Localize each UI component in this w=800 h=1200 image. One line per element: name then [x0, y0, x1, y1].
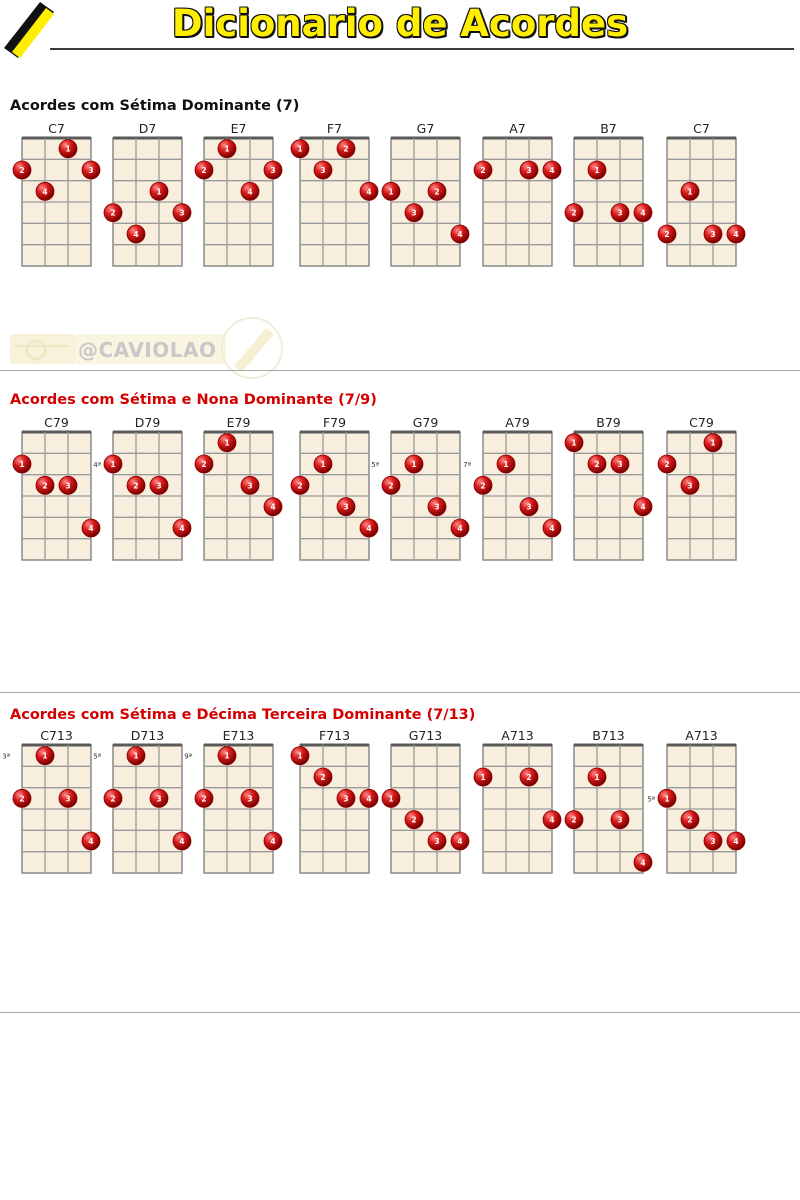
finger-dot	[520, 498, 538, 516]
finger-number: 4	[457, 837, 463, 846]
finger-dot	[314, 455, 332, 473]
chord-diagram	[382, 728, 469, 873]
finger-number: 4	[366, 794, 372, 804]
chord-diagram	[474, 121, 561, 266]
finger-number: 3	[65, 481, 71, 491]
chord-diagram	[195, 415, 282, 560]
finger-dot	[565, 434, 583, 452]
chord-diagram	[184, 728, 282, 873]
finger-number: 3	[526, 502, 532, 512]
chord-diagram	[291, 415, 378, 560]
chord-diagram	[93, 728, 191, 873]
chord-diagrams-row	[0, 727, 800, 887]
finger-number: 1	[320, 460, 326, 469]
finger-dot	[104, 204, 122, 222]
chord-diagram	[93, 415, 191, 560]
finger-dot	[382, 476, 400, 494]
chord-name: E713	[222, 728, 255, 743]
finger-number: 1	[710, 438, 716, 448]
finger-number: 3	[88, 166, 94, 175]
finger-dot	[36, 476, 54, 494]
chord-name: B713	[592, 728, 625, 743]
finger-number: 4	[88, 837, 94, 846]
finger-number: 2	[526, 773, 532, 782]
finger-dot	[611, 455, 629, 473]
chord-name: G7	[416, 121, 435, 136]
finger-number: 2	[133, 481, 139, 491]
finger-number: 3	[247, 481, 253, 491]
finger-number: 2	[42, 481, 48, 491]
finger-dot	[681, 476, 699, 494]
watermark-text: @CAVIOLAO	[78, 338, 217, 362]
finger-number: 2	[480, 481, 486, 491]
finger-number: 3	[247, 794, 253, 804]
chord-name: A79	[505, 415, 530, 430]
finger-number: 4	[247, 187, 253, 197]
finger-number: 1	[411, 460, 417, 469]
finger-dot	[195, 789, 213, 807]
chord-diagram	[647, 728, 745, 873]
finger-number: 2	[343, 144, 349, 154]
finger-dot	[704, 225, 722, 243]
finger-dot	[474, 768, 492, 786]
finger-number: 4	[88, 524, 94, 533]
finger-number: 2	[571, 815, 577, 825]
finger-dot	[150, 476, 168, 494]
chord-diagram	[658, 121, 745, 266]
finger-number: 3	[65, 794, 71, 804]
finger-number: 2	[687, 815, 693, 825]
finger-number: 1	[503, 460, 509, 469]
finger-dot	[634, 853, 652, 871]
finger-dot	[241, 789, 259, 807]
finger-dot	[314, 768, 332, 786]
finger-dot	[241, 476, 259, 494]
page-title: Dicionario de Acordes	[171, 2, 629, 45]
finger-dot	[428, 182, 446, 200]
finger-dot	[428, 498, 446, 516]
finger-dot	[127, 476, 145, 494]
finger-number: 3	[710, 837, 716, 846]
finger-dot	[218, 747, 236, 765]
finger-dot	[405, 811, 423, 829]
finger-dot	[658, 789, 676, 807]
finger-dot	[104, 455, 122, 473]
finger-number: 3	[343, 794, 349, 804]
finger-number: 3	[617, 208, 623, 218]
finger-dot	[543, 811, 561, 829]
finger-number: 2	[434, 187, 440, 197]
finger-dot	[405, 455, 423, 473]
finger-number: 2	[201, 794, 207, 804]
finger-number: 3	[617, 460, 623, 469]
finger-dot	[13, 161, 31, 179]
chord-name: F713	[318, 728, 351, 743]
chord-name: C7	[693, 121, 710, 136]
chord-diagram	[382, 121, 469, 266]
finger-number: 3	[343, 502, 349, 512]
finger-dot	[195, 455, 213, 473]
finger-number: 2	[297, 481, 303, 491]
finger-number: 3	[156, 481, 162, 491]
finger-dot	[241, 182, 259, 200]
finger-dot	[314, 161, 332, 179]
finger-number: 2	[664, 230, 670, 239]
finger-number: 4	[640, 858, 646, 868]
section-title: Acordes com Sétima e Nona Dominante (7/9)	[10, 392, 377, 408]
finger-dot	[588, 768, 606, 786]
finger-dot	[13, 455, 31, 473]
finger-dot	[173, 832, 191, 850]
page-header	[0, 0, 800, 54]
finger-number: 4	[366, 187, 372, 197]
fret-position-marker: 7ª	[463, 461, 471, 469]
finger-number: 1	[594, 773, 600, 782]
finger-dot	[173, 519, 191, 537]
finger-number: 2	[201, 460, 207, 469]
chord-diagram	[658, 415, 736, 560]
finger-dot	[195, 161, 213, 179]
finger-number: 1	[224, 751, 230, 761]
chord-name: D79	[134, 415, 161, 430]
finger-number: 2	[19, 794, 25, 804]
finger-dot	[727, 225, 745, 243]
section-title: Acordes com Sétima e Décima Terceira Dominante (7/13)	[10, 707, 476, 723]
finger-dot	[127, 225, 145, 243]
finger-dot	[474, 161, 492, 179]
finger-number: 3	[179, 208, 185, 218]
finger-dot	[611, 204, 629, 222]
chord-diagrams-row	[0, 414, 800, 574]
finger-dot	[59, 789, 77, 807]
finger-dot	[543, 519, 561, 537]
chord-name: A713	[501, 728, 534, 743]
finger-number: 2	[480, 166, 486, 175]
finger-number: 4	[179, 837, 185, 846]
finger-dot	[337, 789, 355, 807]
chord-diagram	[565, 415, 652, 560]
section-divider	[0, 370, 800, 371]
chord-name: C713	[40, 728, 73, 743]
finger-number: 2	[411, 815, 417, 825]
chord-name: B7	[600, 121, 617, 136]
finger-number: 2	[201, 166, 207, 175]
chord-name: A713	[685, 728, 718, 743]
fret-position-marker: 9ª	[184, 752, 192, 761]
chord-diagram	[371, 415, 469, 560]
finger-dot	[704, 832, 722, 850]
finger-number: 1	[480, 773, 486, 782]
finger-number: 2	[594, 460, 600, 469]
finger-dot	[520, 768, 538, 786]
finger-number: 2	[664, 460, 670, 469]
chord-name: B79	[596, 415, 621, 430]
finger-dot	[451, 832, 469, 850]
finger-number: 4	[640, 208, 646, 218]
finger-dot	[474, 476, 492, 494]
finger-dot	[13, 789, 31, 807]
chord-diagram	[13, 121, 100, 266]
finger-dot	[382, 789, 400, 807]
chord-diagram	[474, 728, 561, 873]
finger-number: 1	[110, 460, 116, 469]
finger-number: 1	[388, 187, 394, 197]
finger-number: 3	[434, 502, 440, 512]
finger-dot	[104, 789, 122, 807]
finger-dot	[428, 832, 446, 850]
finger-dot	[59, 140, 77, 158]
chord-name: G79	[412, 415, 439, 430]
finger-number: 3	[270, 166, 276, 175]
finger-number: 1	[594, 166, 600, 175]
finger-dot	[291, 476, 309, 494]
finger-dot	[150, 789, 168, 807]
chord-name: F7	[326, 121, 343, 136]
finger-dot	[611, 811, 629, 829]
finger-number: 4	[733, 230, 739, 239]
finger-dot	[382, 182, 400, 200]
finger-dot	[634, 498, 652, 516]
fret-position-marker: 4ª	[93, 461, 101, 469]
chord-diagram	[104, 121, 191, 266]
finger-dot	[59, 476, 77, 494]
finger-dot	[727, 832, 745, 850]
finger-number: 1	[19, 460, 25, 469]
finger-number: 2	[110, 794, 116, 804]
finger-dot	[658, 455, 676, 473]
finger-dot	[127, 747, 145, 765]
section-divider	[0, 692, 800, 693]
chord-diagram	[565, 728, 652, 873]
chord-diagram	[13, 415, 100, 560]
chord-diagram	[195, 121, 282, 266]
chord-name: G713	[408, 728, 443, 743]
finger-number: 1	[156, 187, 162, 197]
finger-number: 4	[133, 230, 139, 239]
finger-number: 1	[297, 751, 303, 761]
finger-number: 2	[19, 166, 25, 175]
finger-number: 1	[224, 438, 230, 448]
chord-name: C7	[48, 121, 65, 136]
finger-number: 3	[156, 794, 162, 804]
chord-diagram	[2, 728, 100, 873]
finger-dot	[565, 204, 583, 222]
chord-name: D713	[130, 728, 165, 743]
finger-dot	[588, 455, 606, 473]
finger-dot	[291, 747, 309, 765]
finger-dot	[337, 140, 355, 158]
finger-dot	[681, 811, 699, 829]
header-divider	[50, 48, 794, 50]
finger-dot	[36, 182, 54, 200]
finger-number: 4	[549, 815, 555, 825]
finger-dot	[588, 161, 606, 179]
finger-number: 3	[526, 166, 532, 175]
chord-name: E79	[226, 415, 251, 430]
chord-name: A7	[509, 121, 526, 136]
finger-number: 1	[687, 187, 693, 197]
finger-number: 3	[411, 208, 417, 218]
finger-number: 4	[270, 502, 276, 512]
finger-dot	[150, 182, 168, 200]
finger-number: 3	[320, 166, 326, 175]
section-title: Acordes com Sétima Dominante (7)	[10, 98, 300, 114]
finger-dot	[405, 204, 423, 222]
finger-number: 1	[133, 751, 139, 761]
finger-dot	[543, 161, 561, 179]
chord-diagram	[463, 415, 561, 560]
finger-dot	[82, 519, 100, 537]
chord-name: C79	[44, 415, 69, 430]
finger-number: 3	[617, 815, 623, 825]
finger-dot	[451, 519, 469, 537]
chord-diagram	[291, 121, 378, 266]
finger-dot	[565, 811, 583, 829]
chord-diagrams-row	[0, 120, 800, 280]
finger-number: 1	[388, 794, 394, 804]
finger-number: 2	[388, 481, 394, 491]
finger-number: 4	[549, 524, 555, 533]
finger-dot	[82, 161, 100, 179]
finger-dot	[704, 434, 722, 452]
finger-number: 4	[640, 502, 646, 512]
finger-dot	[337, 498, 355, 516]
finger-dot	[451, 225, 469, 243]
finger-dot	[634, 204, 652, 222]
finger-dot	[218, 434, 236, 452]
finger-dot	[360, 182, 378, 200]
fret-position-marker: 5ª	[93, 752, 101, 761]
chord-name: F79	[322, 415, 347, 430]
chord-name: E7	[230, 121, 247, 136]
finger-number: 4	[179, 524, 185, 533]
finger-dot	[264, 498, 282, 516]
finger-number: 2	[110, 208, 116, 218]
finger-dot	[360, 519, 378, 537]
finger-number: 4	[457, 230, 463, 239]
finger-dot	[82, 832, 100, 850]
chord-name: D7	[138, 121, 157, 136]
finger-dot	[173, 204, 191, 222]
finger-number: 3	[687, 481, 693, 491]
chord-diagram	[291, 728, 378, 873]
finger-number: 3	[710, 230, 716, 239]
finger-number: 4	[733, 837, 739, 846]
finger-number: 4	[42, 187, 48, 197]
chord-diagram	[565, 121, 652, 266]
fret-position-marker: 3ª	[2, 752, 10, 761]
finger-dot	[520, 161, 538, 179]
finger-number: 1	[224, 144, 230, 154]
finger-number: 1	[65, 144, 71, 154]
finger-number: 2	[320, 773, 326, 782]
finger-dot	[264, 161, 282, 179]
section-divider	[0, 1012, 800, 1013]
finger-dot	[291, 140, 309, 158]
fret-position-marker: 5ª	[371, 461, 379, 469]
finger-number: 1	[664, 794, 670, 804]
finger-dot	[264, 832, 282, 850]
finger-dot	[360, 789, 378, 807]
finger-number: 3	[434, 837, 440, 846]
finger-dot	[658, 225, 676, 243]
finger-number: 1	[297, 144, 303, 154]
finger-dot	[681, 182, 699, 200]
finger-dot	[36, 747, 54, 765]
finger-number: 4	[457, 524, 463, 533]
finger-number: 1	[42, 751, 48, 761]
finger-number: 2	[571, 208, 577, 218]
finger-dot	[218, 140, 236, 158]
chord-name: C79	[689, 415, 714, 430]
finger-number: 4	[366, 524, 372, 533]
fret-position-marker: 5ª	[647, 795, 655, 804]
finger-number: 4	[270, 837, 276, 846]
finger-dot	[497, 455, 515, 473]
finger-number: 1	[571, 438, 577, 448]
finger-number: 4	[549, 166, 555, 175]
